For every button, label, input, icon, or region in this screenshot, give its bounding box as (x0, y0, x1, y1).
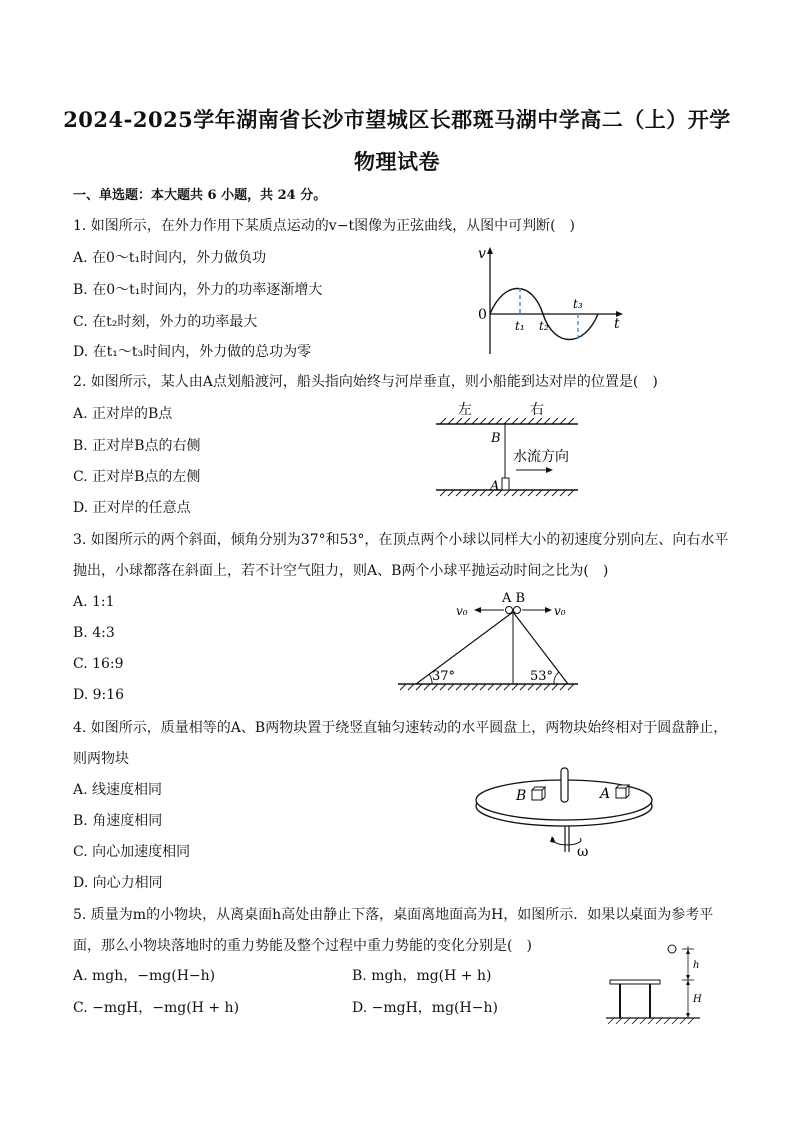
exam-title-line1: 2024-2025学年湖南省长沙市望城区长郡斑马湖中学高二（上）开学 (63, 107, 731, 132)
q2-option-c: C. 正对岸B点的左侧 (73, 469, 201, 485)
H-arrow-top (686, 980, 690, 985)
q2-stem: 2. 如图所示，某人由A点划船渡河，船头指向始终与河岸垂直，则小船能到达对岸的位置是( ) (73, 374, 658, 390)
q5-stem-line2: 面，那么小物块落地时的重力势能及整个过程中重力势能的变化分别是( ) (73, 938, 532, 954)
origin-label: 0 (478, 307, 487, 323)
right-label: 右 (530, 402, 544, 418)
q4-option-a: A. 线速度相同 (73, 782, 163, 798)
H-label: H (693, 994, 702, 1005)
angle-53-arc (554, 672, 559, 684)
q4-option-c: C. 向心加速度相同 (73, 844, 191, 860)
q2-option-a: A. 正对岸的B点 (73, 406, 173, 422)
q3-option-c: C. 16:9 (73, 656, 124, 672)
block-b-label: B (516, 788, 527, 804)
v-axis-arrow (487, 247, 493, 254)
q4-turntable-diagram (470, 762, 660, 862)
q1-option-c: C. 在t₂时刻，外力的功率最大 (73, 314, 258, 330)
q3-incline-diagram (396, 588, 581, 692)
v0-left-head (474, 607, 481, 613)
t1-label: t₁ (515, 319, 525, 333)
h-label: h (693, 960, 700, 971)
q4-stem-line1: 4. 如图所示，质量相等的A、B两物块置于绕竖直轴匀速转动的水平圆盘上，两物块始终相对于圆盘静止， (73, 720, 728, 736)
q1-option-b: B. 在0～t₁时间内，外力的功率逐渐增大 (73, 282, 323, 298)
q4-stem-line2: 则两物块 (73, 751, 129, 767)
block-icon (668, 945, 676, 953)
q5-option-b: B. mgh，mg(H + h) (352, 968, 492, 984)
angle-37-label: 37° (432, 669, 456, 684)
h-arrow-bottom (686, 975, 690, 980)
q3-stem-line1: 3. 如图所示的两个斜面，倾角分别为37°和53°，在顶点两个小球以同样大小的初速度分别向左、向右水平 (73, 532, 729, 548)
boat-icon (502, 478, 509, 490)
v0-right-head (545, 607, 552, 613)
q3-option-b: B. 4:3 (73, 625, 115, 641)
axle-upper (561, 768, 568, 802)
omega-label: ω (577, 844, 589, 860)
q3-stem-line2: 抛出，小球都落在斜面上，若不计空气阻力，则A、B两个小球平抛运动时间之比为( ) (73, 563, 609, 579)
q3-option-a: A. 1:1 (73, 594, 115, 610)
v0-left-label: v₀ (456, 604, 468, 618)
t3-label: t₃ (573, 297, 583, 311)
q2-river-diagram (432, 398, 582, 504)
ball-b-icon (514, 607, 521, 614)
q4-option-b: B. 角速度相同 (73, 813, 163, 829)
t-label: t (614, 316, 620, 332)
v0-right-label: v₀ (554, 604, 566, 618)
point-b-label: B (491, 431, 501, 446)
q1-stem: 1. 如图所示，在外力作用下某质点运动的v−t图像为正弦曲线，从图中可判断( ) (73, 218, 575, 234)
exam-title-line2: 物理试卷 (354, 149, 440, 174)
q2-option-b: B. 正对岸B点的右侧 (73, 438, 201, 454)
q1-vt-graph (468, 244, 633, 362)
q1-option-a: A. 在0～t₁时间内，外力做负功 (73, 250, 267, 266)
q2-option-d: D. 正对岸的任意点 (73, 500, 191, 516)
ab-label: A B (502, 591, 526, 606)
ball-a-icon (506, 607, 513, 614)
v-label: v (478, 246, 486, 262)
point-a-label: A (490, 479, 500, 494)
rotation-arrow-head (550, 836, 556, 843)
h-arrow-top (686, 949, 690, 954)
q5-option-c: C. −mgH，−mg(H + h) (73, 1000, 240, 1016)
q5-option-a: A. mgh，−mg(H−h) (73, 968, 216, 984)
section-heading: 一、单选题：本大题共 6 小题，共 24 分。 (73, 188, 327, 203)
block-a-label: A (600, 786, 611, 802)
q1-option-d: D. 在t₁～t₃时间内，外力做的总功为零 (73, 344, 312, 360)
q3-option-d: D. 9:16 (73, 687, 125, 703)
H-arrow-bottom (686, 1013, 690, 1018)
t2-label: t₂ (539, 319, 549, 333)
left-label: 左 (458, 402, 472, 418)
q5-table-diagram (604, 940, 714, 1028)
tabletop (610, 980, 660, 984)
angle-53-label: 53° (530, 669, 554, 684)
q5-stem-line1: 5. 质量为m的小物块，从离桌面h高处由静止下落，桌面离地面高为H，如图所示．如果以桌面为参考平 (73, 907, 714, 923)
flow-arrow-head (546, 467, 553, 473)
flow-label: 水流方向 (513, 449, 569, 465)
q5-option-d: D. −mgH，mg(H−h) (352, 1000, 498, 1016)
q4-option-d: D. 向心力相同 (73, 875, 163, 891)
